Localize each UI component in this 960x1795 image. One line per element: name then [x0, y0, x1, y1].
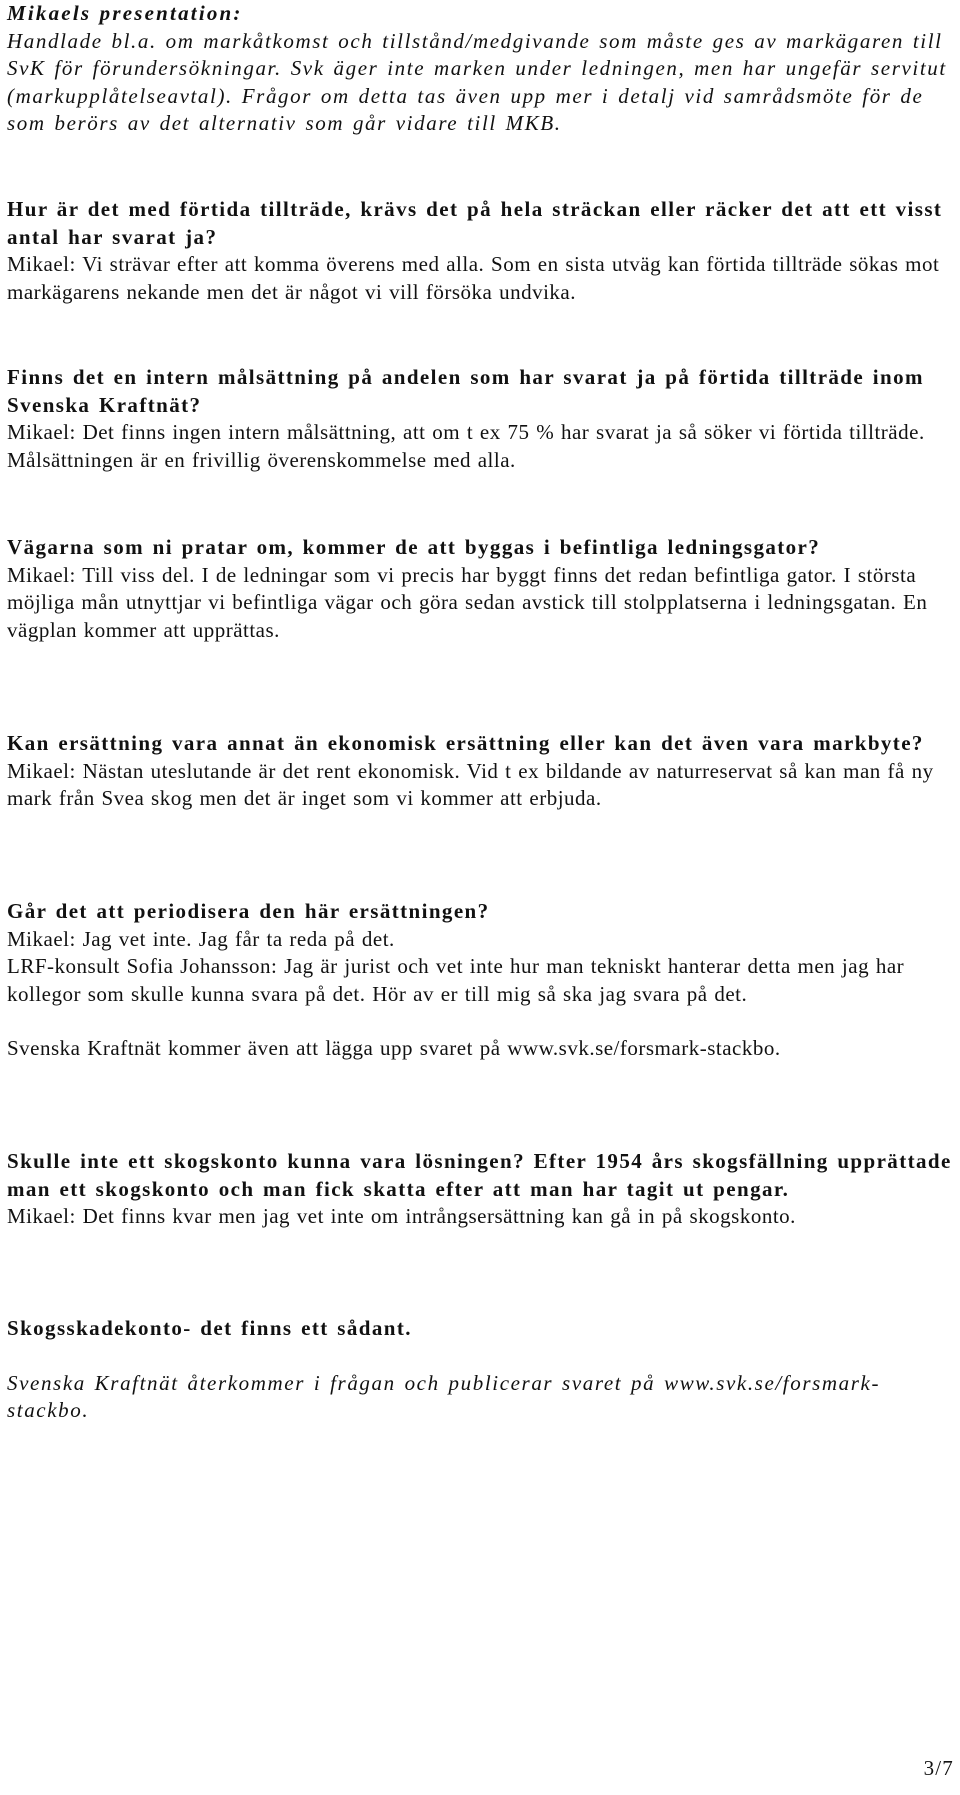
intro-title: Mikaels presentation:: [7, 1, 243, 25]
answer-text: Mikael: Till viss del. I de ledningar som vi precis har byggt finns det redan befintliga gator. I största möjliga mån utnyttjar vi befintliga vägar och göra sedan avstick till stolpplatserna i ledningsgatan. En vägplan kommer att upprättas.: [7, 562, 928, 642]
intro-text: Handlade bl.a. om markåtkomst och tillstånd/medgivande som måste ges av markägaren till SvK för förundersökningar. Svk äger inte marken under ledningen, men har ungefär servitut (markupplåtelseavtal). Frågor om detta tas även upp mer i detalj vid samrådsmöte för de som berörs av det alternativ som går vidare till MKB.: [7, 28, 947, 135]
follow-up-note: Svenska Kraftnät kommer även att lägga upp svaret på www.svk.se/forsmark-stackbo.: [7, 1036, 781, 1060]
intro-section: [7, 0, 953, 138]
answer-text: Mikael: Jag vet inte. Jag får ta reda på det.: [7, 926, 395, 951]
answer-text: Svenska Kraftnät återkommer i frågan och publicerar svaret på www.svk.se/forsmark-stackbo.: [7, 1370, 881, 1422]
answer-text: Mikael: Nästan uteslutande är det rent ekonomisk. Vid t ex bildande av naturreservat så kan man få ny mark från Svea skog men det är inget som vi kommer att erbjuda.: [7, 758, 934, 810]
question-text: Skulle inte ett skogskonto kunna vara lösningen? Efter 1954 års skogsfällning upprättade man ett skogskonto och man fick skatta efter att man har tagit ut pengar.: [7, 1149, 952, 1201]
qa-section-6: [7, 1148, 953, 1231]
question-text: Går det att periodisera den här ersättningen?: [7, 899, 490, 923]
question-text: Finns det en intern målsättning på andelen som har svarat ja på förtida tillträde inom Svenska Kraftnät?: [7, 365, 924, 417]
qa-section-7: [7, 1315, 953, 1425]
answer-text: Mikael: Det finns ingen intern målsättning, att om t ex 75 % har svarat ja så söker vi förtida tillträde. Målsättningen är en frivillig överenskommelse med alla.: [7, 420, 925, 472]
question-text: Kan ersättning vara annat än ekonomisk ersättning eller kan det även vara markbyte?: [7, 731, 924, 755]
answer-text: Mikael: Vi strävar efter att komma överens med alla. Som en sista utväg kan förtida tillträde sökas mot markägarens nekande men det är något vi vill försöka undvika.: [7, 252, 940, 304]
qa-section-4: [7, 730, 953, 813]
answer-text: Mikael: Det finns kvar men jag vet inte om intrångsersättning kan gå in på skogskonto.: [7, 1204, 796, 1228]
consultant-answer-text: LRF-konsult Sofia Johansson: Jag är jurist och vet inte hur man tekniskt hanterar detta men jag har kollegor som skulle kunna svara på det. Hör av er till mig så ska jag svara på det.: [7, 954, 905, 1006]
question-text: Vägarna som ni pratar om, kommer de att byggas i befintliga ledningsgator?: [7, 535, 821, 559]
qa-section-2: [7, 364, 953, 474]
question-text: Hur är det med förtida tillträde, krävs det på hela sträckan eller räcker det att ett visst antal har svarat ja?: [7, 197, 943, 249]
page-number: 3/7: [923, 1756, 954, 1780]
qa-section-1: [7, 196, 953, 306]
qa-section-5: [7, 898, 953, 1063]
qa-section-3: [7, 534, 953, 644]
question-text: Skogsskadekonto- det finns ett sådant.: [7, 1316, 412, 1340]
